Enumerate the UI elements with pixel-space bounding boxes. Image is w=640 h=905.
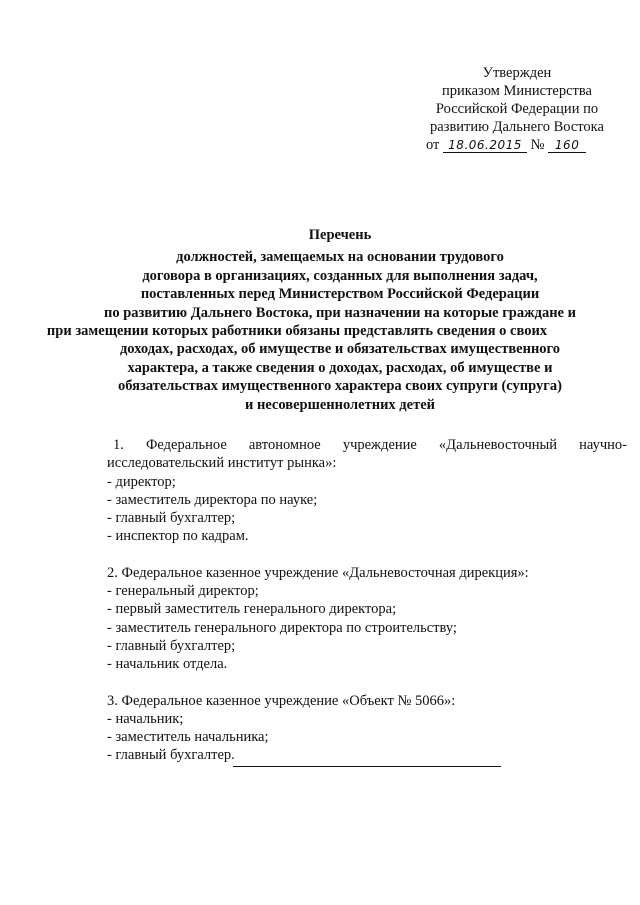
list-item: - главный бухгалтер; <box>107 637 236 654</box>
handwritten-order-number: 160 <box>548 138 586 153</box>
title-line: поставленных перед Министерством Российской Федерации <box>140 286 540 303</box>
list-item: - директор; <box>107 473 176 490</box>
title-heading: Перечень <box>308 227 372 243</box>
closing-divider-line <box>233 766 501 767</box>
list-item: - заместитель генерального директора по строительству; <box>107 619 457 636</box>
section-1-heading-cont: исследовательский институт рынка»: <box>107 455 337 472</box>
title-line: по развитию Дальнего Востока, при назначении на которые граждане и <box>104 304 576 321</box>
section-1-heading: 1. Федеральное автономное учреждение «Дальневосточный научно- <box>113 437 627 453</box>
title-line: при замещении которых работники обязаны представлять сведения о своих <box>46 323 548 340</box>
number-sign: № <box>530 137 545 153</box>
approval-date-row <box>412 136 622 154</box>
list-item: - инспектор по кадрам. <box>107 528 249 545</box>
title-line: обязательствах имущественного характера своих супруги (супруга) <box>118 378 562 395</box>
approval-line: Утвержден <box>482 65 552 81</box>
list-item: - начальник; <box>107 710 184 727</box>
title-line: доходах, расходах, об имуществе и обязательствах имущественного <box>119 341 561 358</box>
approval-line: приказом Министерства <box>442 83 592 99</box>
list-item: - главный бухгалтер; <box>107 510 236 527</box>
title-line: должностей, замещаемых на основании трудового <box>176 249 504 266</box>
document-title <box>46 226 600 414</box>
title-line: и несовершеннолетних детей <box>244 396 435 413</box>
title-line: договора в организациях, созданных для выполнения задач, <box>142 267 538 284</box>
handwritten-date: 18.06.2015 <box>443 138 527 153</box>
list-item: - заместитель директора по науке; <box>107 491 318 508</box>
section-2-heading: 2. Федеральное казенное учреждение «Дальневосточная дирекция»: <box>107 564 529 581</box>
approval-stamp-block <box>412 64 622 154</box>
approval-line: развитию Дальнего Востока <box>430 119 604 135</box>
document-body <box>107 436 627 765</box>
list-item: - первый заместитель генерального директора; <box>107 601 397 618</box>
list-item: - генеральный директор; <box>107 583 259 600</box>
list-item: - главный бухгалтер. <box>107 747 235 764</box>
list-item: - заместитель начальника; <box>107 729 269 746</box>
approval-line: Российской Федерации по <box>435 101 599 117</box>
title-line: характера, а также сведения о доходах, расходах, об имуществе и <box>127 359 553 376</box>
date-prefix: от <box>426 137 440 153</box>
list-item: - начальник отдела. <box>107 656 228 673</box>
section-3-heading: 3. Федеральное казенное учреждение «Объект № 5066»: <box>107 692 456 709</box>
